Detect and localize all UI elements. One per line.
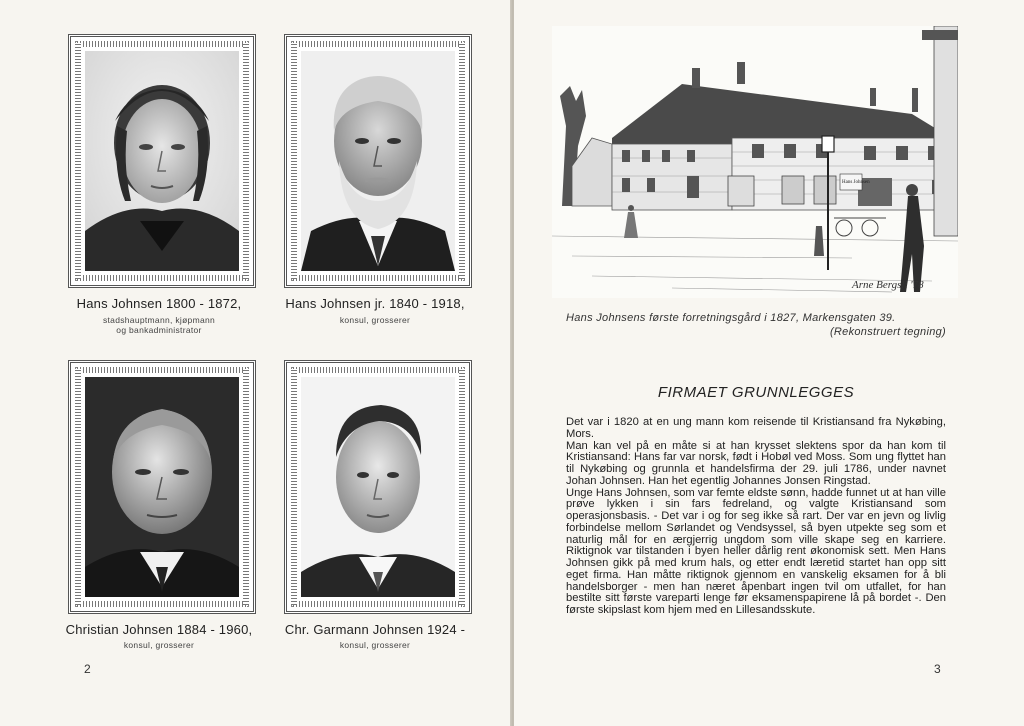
caption-role-4: konsul, grosserer	[339, 640, 411, 650]
illustration-caption-line1: Hans Johnsens første forretningsgård i 1827, Markensgaten 39.	[566, 312, 896, 324]
portrait-frame-3	[68, 360, 256, 614]
caption-role-2: konsul, grosserer	[339, 315, 411, 325]
caption-role-1-line1: stadshauptmann, kjøpmann	[102, 315, 216, 325]
illustration-caption	[566, 311, 946, 339]
caption-role-1-line2: og bankadministrator	[116, 325, 202, 335]
paragraph-3: Unge Hans Johnsen, som var femte eldste sønn, hadde funnet ut at han ville prøve lykken i sin fars fedreland, og valgte Kristiansand som operasjonsbasis. - Det var i og for seg ikke så rart. Der var en jevn og livlig forbindelse mellom Sørlandet og Vendsyssel, så byen utpekte seg som et naturlig mål for en ærgjerrig ungdom som ville skape seg en karriere. Riktignok var tilstanden i byen heller dårlig rent økonomisk sett. Men Hans Johnsen gikk på med krum hals, og etter endt læretid startet han opp sitt eget firma. Han måtte riktignok gjennom en vanskelig eksamen for å bli handelsborger - men han næret åpenbart ingen tvil om utfallet, for han bestilte sitt første vareparti lenge før eksamenspapirene lå på bordet -. Den første skipslast kom hjem med en Lillesandsskute.	[566, 486, 946, 616]
portrait-frame-4	[284, 360, 472, 614]
caption-name-4: Chr. Garmann Johnsen 1924 -	[284, 622, 466, 637]
paragraph-1: Det var i 1820 at en ung mann kom reisende til Kristiansand fra Nykøbing, Mors.	[566, 416, 946, 440]
portrait-frame-1	[68, 34, 256, 288]
caption-role-3: konsul, grosserer	[123, 640, 195, 650]
portrait-chr-garmann-johnsen	[301, 377, 455, 597]
portrait-hans-johnsen-1800	[85, 51, 239, 271]
caption-role-1	[54, 315, 264, 335]
illustration-caption-line2: (Rekonstruert tegning)	[829, 326, 946, 338]
portrait-frame-2	[284, 34, 472, 288]
caption-name-2: Hans Johnsen jr. 1840 - 1918,	[285, 296, 465, 311]
artist-signature: Arne Bergsli '78	[852, 279, 924, 291]
portrait-christian-johnsen	[85, 377, 239, 597]
page-number-right: 3	[934, 662, 941, 676]
caption-name-1: Hans Johnsen 1800 - 1872,	[76, 296, 242, 311]
shop-sign-text: Hans Johnsen	[842, 180, 870, 185]
building-illustration	[552, 26, 958, 298]
body-text	[566, 417, 946, 617]
portrait-hans-johnsen-jr	[301, 51, 455, 271]
caption-name-3: Christian Johnsen 1884 - 1960,	[65, 622, 253, 637]
page-number-left: 2	[84, 662, 91, 676]
paragraph-2: Man kan vel på en måte si at han krysset slektens spor da han kom til Kristiansand: Hans far var norsk, født i Hobøl ved Moss. Som ung flyttet han til Nykøbing og grunnla et handelsfirma der 29. juli 1786, under navnet Johan Johnsen. Han het egentlig Johannes Jonsen Ringstad.	[566, 439, 946, 487]
section-heading: FIRMAET GRUNNLEGGES	[657, 384, 855, 401]
